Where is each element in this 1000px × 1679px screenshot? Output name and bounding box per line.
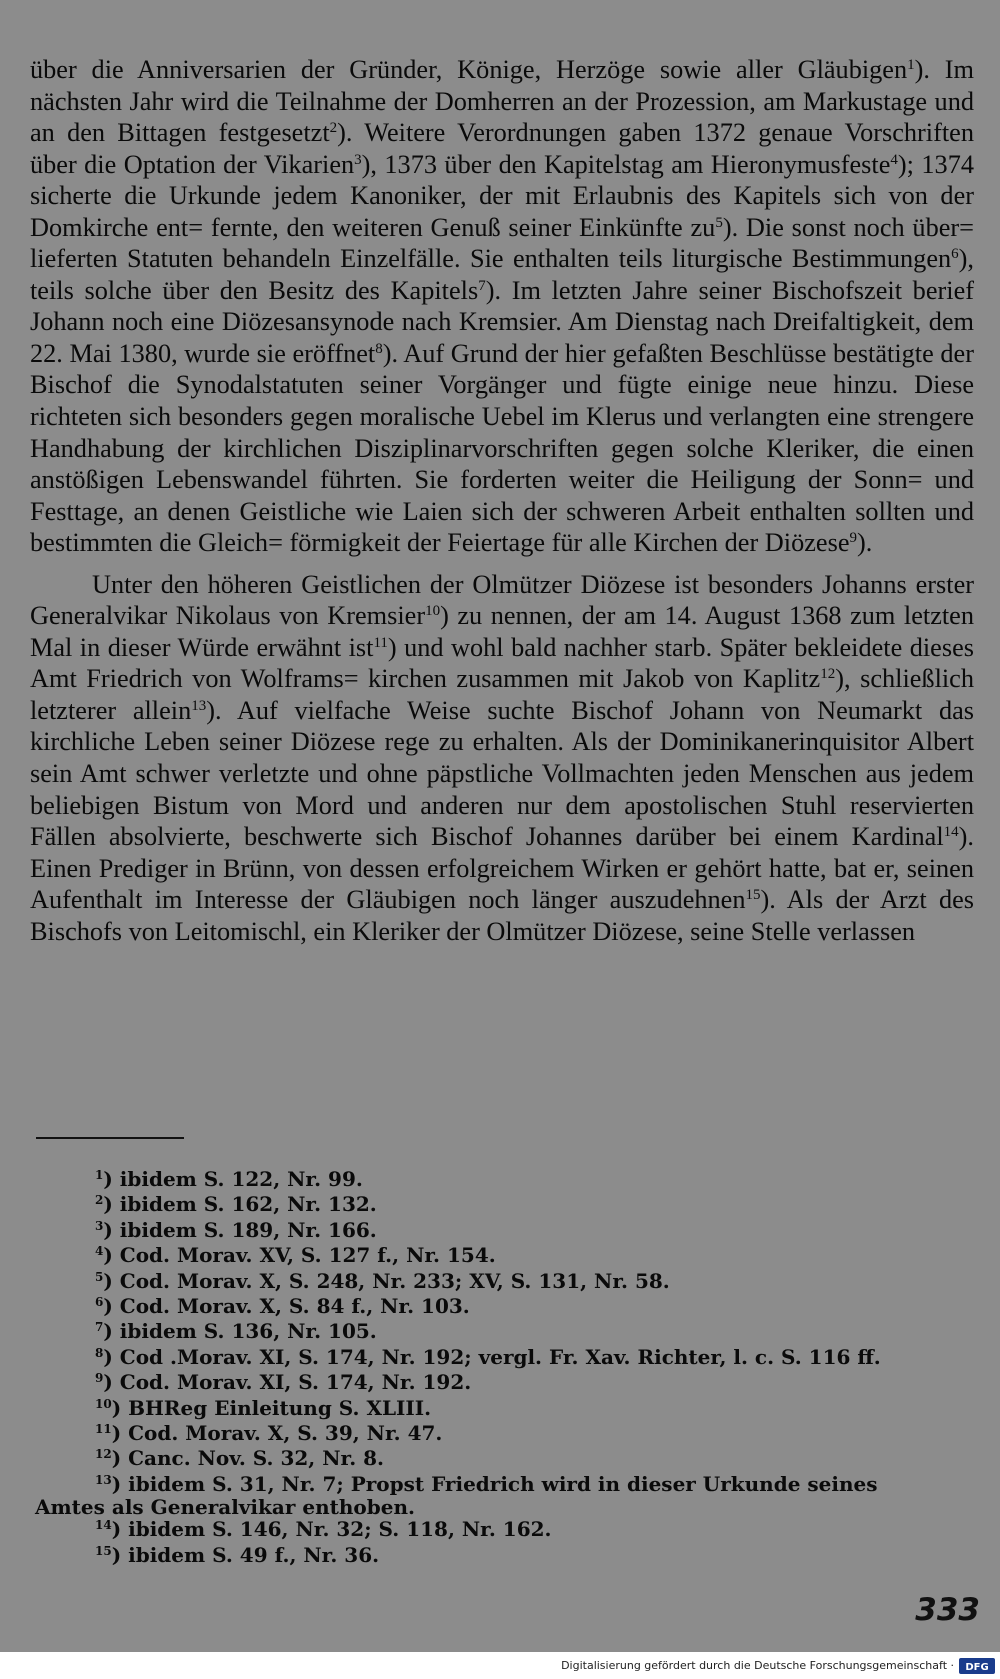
footnote [30,1471,980,1520]
footnote-marker: 8 [375,340,383,357]
paragraph-1 [30,54,974,559]
footnote-text: ) ibidem S. 189, Nr. 166. [103,1217,377,1242]
footnote-text: ) ibidem S. 136, Nr. 105. [103,1319,377,1344]
footnote [30,1243,980,1268]
footnote-number: 4 [95,1244,104,1259]
footnote-marker: 15 [745,887,761,904]
footnote-text: ) Cod. Morav. X, S. 84 f., Nr. 103. [103,1294,470,1319]
footnote-divider [36,1137,184,1139]
footnote-marker: 1 [907,57,915,73]
footnote-number: 14 [95,1518,112,1533]
footnote [30,1294,980,1319]
footnote-text: ) Cod. Morav. X, S. 39, Nr. 47. [111,1421,443,1446]
text-run: ) und wohl bald nachher starb. Später bekleidete dieses Amt Friedrich von Wolframs= kirchen zusammen mit Jakob von Kaplitz [30,632,974,694]
text-run: ). Als der Arzt des Bischofs von Leitomischl, ein Kleriker der Olmützer Diözese, seine Stelle verlassen [30,885,974,946]
footnote [30,1192,980,1217]
footnote-number: 6 [95,1295,104,1310]
footnote [30,1517,980,1542]
paragraph-2 [30,569,974,948]
footnote-text: ) ibidem S. 49 f., Nr. 36. [111,1542,380,1567]
footnote-number: 10 [95,1396,112,1411]
footnote [30,1218,980,1243]
text-run: ). Weitere Verordnungen gaben 1372 genaue Vorschriften über die Optation der Vikarien [30,118,974,179]
text-run: ). Im letzten Jahre seiner Bischofszeit berief Johann noch eine Diözesansynode nach Kremsier. Am Dienstag nach Dreifaltigkeit, dem 22. Mai 1380, wurde sie eröffnet [30,275,974,368]
text-run: Unter den höheren Geistlichen der Olmützer Diözese ist besonders Johanns erster Generalvikar Nikolaus von Kremsier [30,569,974,631]
footnote-number: 2 [95,1193,104,1208]
footnotes [30,1167,980,1568]
footnote-text: ) Cod .Morav. XI, S. 174, Nr. 192; vergl. Fr. Xav. Richter, l. c. S. 116 ff. [103,1344,881,1369]
dfg-logo-icon [959,1658,995,1674]
text-run: ), teils solche über den Besitz des Kapitels [30,244,974,305]
text-run: ); 1374 sicherte die Urkunde jedem Kanoniker, der mit Erlaubnis des Kapitels sich von der Domkirche ent= fernte, den weiteren Genuß seiner Einkünfte zu [30,149,974,242]
footnote-number: 8 [95,1345,104,1360]
footnote-number: 12 [95,1447,112,1462]
footnote-marker: 9 [849,530,857,547]
footnote [30,1167,980,1192]
footnote-marker: 10 [425,603,441,620]
footnote-text: ) ibidem S. 31, Nr. 7; Propst Friedrich wird in dieser Urkunde seines [111,1471,878,1496]
text-run: über die Anniversarien der Gründer, Könige, Herzöge sowie aller Gläubigen [30,55,908,84]
text-run: ). Die sonst noch über= lieferten Statuten behandeln Einzelfälle. Sie enthalten teils liturgische Bestimmungen [30,212,974,274]
text-run: ). [857,528,873,558]
footnote [30,1421,980,1446]
footnote-number: 15 [95,1543,112,1558]
footnote-number: 11 [95,1422,112,1437]
footnote [30,1269,980,1294]
footnote-text: ) Cod. Morav. XV, S. 127 f., Nr. 154. [103,1243,496,1268]
footnote-text: ) ibidem S. 122, Nr. 99. [103,1167,363,1191]
footnote [30,1446,980,1471]
footnote [30,1543,980,1568]
footnote-marker: 13 [191,697,207,714]
text-run: ), schließlich letzterer allein [30,664,975,725]
footnote-number: 13 [95,1472,112,1487]
footnote-marker: 7 [478,277,486,294]
text-run: ). Auf Grund der hier gefaßten Beschlüsse bestätigte der Bischof die Synodalstatuten seiner Vorgänger und fügte einige neue hinzu. Diese richteten sich besonders gegen moralische Uebel im Klerus und verlangten eine strengere Handhabung der kirchlichen Disziplinarvorschriften gegen solche Kleriker, die einen anstößigen Lebenswandel führten. Sie forderten weiter die Heiligung der Sonn= und Festtage, an denen Geistliche wie Laien sich der schweren Arbeit enthalten sollten und bestimmten die Gleich= förmigkeit der Feiertage für alle Kirchen der Diözese [30,338,974,558]
footnote-number: 3 [95,1218,104,1233]
footnote-marker: 2 [329,120,338,137]
footnote-marker: 5 [715,214,723,231]
footnote-marker: 4 [890,151,898,168]
footnote-number: 5 [95,1269,104,1284]
footnote-marker: 11 [373,634,388,651]
footnote-continuation: Amtes als Generalvikar enthoben. [35,1495,415,1520]
footnote-text: ) Canc. Nov. S. 32, Nr. 8. [111,1446,385,1471]
footnote-marker: 14 [943,824,959,841]
page-number: 333 [915,1592,980,1628]
footnote [30,1370,980,1395]
footnote-number: 1 [95,1168,104,1182]
footnote [30,1396,980,1421]
digitization-credit: Digitalisierung gefördert durch die Deutsche Forschungsgemeinschaft · [561,1659,954,1672]
text-run: ). Im nächsten Jahr wird die Teilnahme der Domherren an der Prozession, am Markustage und an den Bittagen festgesetzt [30,55,974,148]
footnote [30,1345,980,1370]
footnote-text: ) Cod. Morav. XI, S. 174, Nr. 192. [103,1370,472,1395]
body-text [30,54,974,947]
dfg-logo-text: DFG [965,1662,989,1673]
footnote-text: ) ibidem S. 146, Nr. 32; S. 118, Nr. 162. [111,1517,552,1542]
text-run: ). Einen Prediger in Brünn, von dessen erfolgreichem Wirken er gehört hatte, bat er, seinen Aufenthalt im Interesse der Gläubigen noch länger auszudehnen [30,822,974,915]
text-run: ). Auf vielfache Weise suchte Bischof Johann von Neumarkt das kirchliche Leben seiner Diözese rege zu erhalten. Als der Dominikanerinquisitor Albert sein Amt schwer verletzte und ohne päpstliche Vollmachten jeden Menschen aus jedem beliebigen Bistum von Mord und anderen nur dem apostolischen Stuhl reservierten Fällen absolvierte, beschwerte sich Bischof Johannes darüber bei einem Kardinal [30,695,974,852]
footnote-marker: 3 [354,151,362,168]
footnote-number: 7 [95,1320,104,1335]
text-run: ), 1373 über den Kapitelstag am Hieronymusfeste [361,149,891,179]
text-run: ) zu nennen, der am 14. August 1368 zum letzten Mal in dieser Würde erwähnt ist [30,601,975,662]
footnote-text: ) Cod. Morav. X, S. 248, Nr. 233; XV, S. 131, Nr. 58. [103,1268,670,1293]
footnote [30,1319,980,1344]
footnote-marker: 12 [820,666,836,683]
footnote-number: 9 [95,1371,104,1386]
footnote-text: ) ibidem S. 162, Nr. 132. [103,1192,377,1217]
footnote-marker: 6 [951,246,959,263]
footnote-text: ) BHReg Einleitung S. XLIII. [111,1395,432,1420]
